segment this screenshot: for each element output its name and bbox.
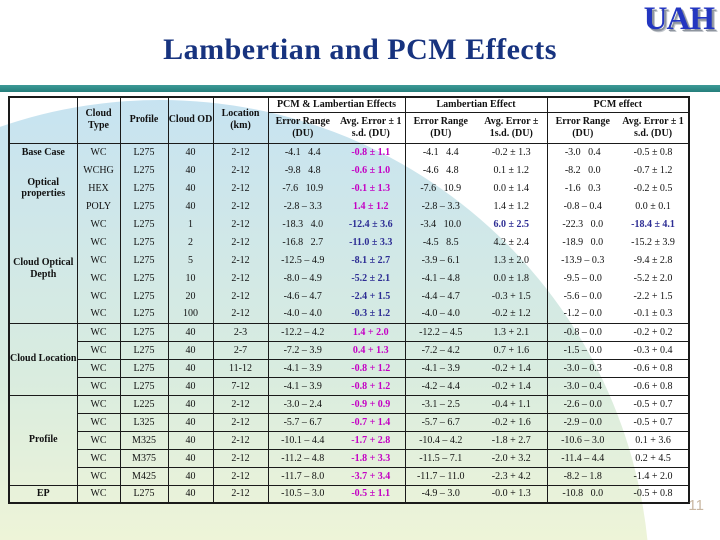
col-header-profile: Profile xyxy=(120,97,168,143)
cell-od: 40 xyxy=(168,467,213,485)
cell-error-range: -8.2 0.0 xyxy=(564,164,601,176)
col-header-location: Location (km) xyxy=(213,97,268,143)
cell-od: 40 xyxy=(168,485,213,503)
cell-avg-error: -0.6 ± 1.0 xyxy=(337,161,405,179)
sub-header-avg-error-1: Avg. Error ± 1 s.d. (DU) xyxy=(337,112,405,143)
cell-error-range: -4.2 – 4.4 xyxy=(405,377,476,395)
cell-avg-error: -0.5 + 0.8 xyxy=(618,485,689,503)
page-number: 11 xyxy=(688,497,704,514)
cell-avg-error: -0.9 + 0.9 xyxy=(337,395,405,413)
cell-profile: L275 xyxy=(120,287,168,305)
cell-profile: L275 xyxy=(120,197,168,215)
cell-avg-error: -0.2 + 0.2 xyxy=(618,323,689,341)
cell-avg-error: -0.2 + 1.6 xyxy=(476,413,547,431)
cell-profile: L275 xyxy=(120,251,168,269)
cell-od: 40 xyxy=(168,449,213,467)
cell-loc: 2-12 xyxy=(213,485,268,503)
cell-error-range: -10.6 – 3.0 xyxy=(547,431,618,449)
uah-logo: UAH xyxy=(643,1,714,37)
cell-avg-error: -0.3 + 0.4 xyxy=(618,341,689,359)
cell-loc: 7-12 xyxy=(213,377,268,395)
cell-avg-error: -0.3 + 1.5 xyxy=(476,287,547,305)
cell-error-range: -4.1 – 3.9 xyxy=(268,377,337,395)
cell-od: 10 xyxy=(168,269,213,287)
cell-type: WC xyxy=(77,359,120,377)
cell-error-range: -11.4 – 4.4 xyxy=(547,449,618,467)
cell-loc: 2-12 xyxy=(213,305,268,323)
cell-error-range: -3.0 0.4 xyxy=(564,146,601,158)
cell-loc: 2-12 xyxy=(213,179,268,197)
table-row xyxy=(9,413,689,431)
table-row xyxy=(9,161,689,179)
cell-type: WCHG xyxy=(77,161,120,179)
cell-error-range: -12.2 – 4.5 xyxy=(405,323,476,341)
cell-error-range: -13.9 – 0.3 xyxy=(561,254,605,266)
col-header-cloud-type: Cloud Type xyxy=(77,97,120,143)
cell-avg-error: -0.7 + 1.4 xyxy=(337,413,405,431)
cell-avg-error: -0.7 ± 1.2 xyxy=(618,161,689,179)
table-row xyxy=(9,269,689,287)
sub-header-error-range-3: Error Range (DU) xyxy=(547,112,618,143)
row-group-label: Base Case xyxy=(9,143,77,161)
cell-avg-error: -0.2 + 1.4 xyxy=(476,377,547,395)
cell-avg-error: -1.8 + 3.3 xyxy=(337,449,405,467)
cell-avg-error: -12.4 ± 3.6 xyxy=(337,215,405,233)
cell-avg-error: -0.8 + 1.2 xyxy=(337,359,405,377)
cell-loc: 2-3 xyxy=(213,323,268,341)
cell-avg-error: 0.0 ± 0.1 xyxy=(618,197,689,215)
cell-profile: L275 xyxy=(120,215,168,233)
cell-type: WC xyxy=(77,467,120,485)
cell-error-range: -8.2 – 1.8 xyxy=(547,467,618,485)
cell-error-range: -4.1 – 4.8 xyxy=(421,272,460,284)
cell-profile: L275 xyxy=(120,233,168,251)
cell-avg-error: -18.4 ± 4.1 xyxy=(618,215,689,233)
cell-loc: 2-12 xyxy=(213,197,268,215)
cell-type: WC xyxy=(77,395,120,413)
cell-error-range: -7.6 10.9 xyxy=(420,182,462,194)
cell-error-range: -7.2 – 4.2 xyxy=(405,341,476,359)
cell-od: 1 xyxy=(168,215,213,233)
cell-loc: 2-12 xyxy=(213,449,268,467)
table-row xyxy=(9,305,689,323)
cell-error-range: -2.6 – 0.0 xyxy=(547,395,618,413)
cell-type: WC xyxy=(77,215,120,233)
cell-avg-error: -8.1 ± 2.7 xyxy=(337,251,405,269)
group-header-pcm-lambertian: PCM & Lambertian Effects xyxy=(268,97,405,112)
cell-error-range: -4.0 – 4.0 xyxy=(405,305,476,323)
sub-header-avg-error-2: Avg. Error ± 1s.d. (DU) xyxy=(476,112,547,143)
cell-error-range: -4.0 – 4.0 xyxy=(268,305,337,323)
cell-type: HEX xyxy=(77,179,120,197)
cell-avg-error: -2.0 + 3.2 xyxy=(476,449,547,467)
group-header-lambertian: Lambertian Effect xyxy=(405,97,547,112)
cell-error-range: -16.8 2.7 xyxy=(282,236,324,248)
cell-error-range: -11.7 – 11.0 xyxy=(405,467,476,485)
cell-type: WC xyxy=(77,431,120,449)
cell-profile: M425 xyxy=(120,467,168,485)
table-row xyxy=(9,251,689,269)
cell-type: WC xyxy=(77,251,120,269)
cell-type: WC xyxy=(77,305,120,323)
cell-avg-error: 1.4 + 2.0 xyxy=(337,323,405,341)
table-row xyxy=(9,485,689,503)
cell-type: WC xyxy=(77,323,120,341)
cell-error-range: -3.4 10.0 xyxy=(420,218,462,230)
cell-avg-error: -1.4 + 2.0 xyxy=(618,467,689,485)
table-row xyxy=(9,197,689,215)
cell-profile: L275 xyxy=(120,323,168,341)
cell-profile: M325 xyxy=(120,431,168,449)
cell-avg-error: -0.2 + 1.4 xyxy=(476,359,547,377)
cell-avg-error: -3.7 + 3.4 xyxy=(337,467,405,485)
cell-avg-error: -1.8 + 2.7 xyxy=(476,431,547,449)
cell-profile: L275 xyxy=(120,359,168,377)
cell-type: WC xyxy=(77,377,120,395)
cell-avg-error: 0.1 ± 1.2 xyxy=(476,161,547,179)
cell-avg-error: -2.2 + 1.5 xyxy=(618,287,689,305)
cell-error-range: -1.6 0.3 xyxy=(564,182,601,194)
cell-avg-error: -0.6 + 0.8 xyxy=(618,359,689,377)
table-row xyxy=(9,467,689,485)
cell-avg-error: -0.2 ± 1.3 xyxy=(476,143,547,161)
cell-error-range: -4.9 – 3.0 xyxy=(421,488,460,500)
cell-avg-error: -0.5 ± 0.8 xyxy=(618,143,689,161)
cell-avg-error: -5.2 ± 2.0 xyxy=(618,269,689,287)
row-group-label: Cloud Location xyxy=(9,323,77,395)
cell-avg-error: 1.3 + 2.1 xyxy=(476,323,547,341)
cell-profile: L275 xyxy=(120,161,168,179)
sub-header-avg-error-3: Avg. Error ± 1 s.d. (DU) xyxy=(618,112,689,143)
col-header-cloud-od: Cloud OD xyxy=(168,97,213,143)
cell-error-range: -9.5 – 0.0 xyxy=(563,272,602,284)
cell-avg-error: -0.3 ± 1.2 xyxy=(337,305,405,323)
cell-error-range: -7.2 – 3.9 xyxy=(268,341,337,359)
effects-table xyxy=(8,96,690,504)
cell-profile: L225 xyxy=(120,395,168,413)
cell-avg-error: -0.4 + 1.1 xyxy=(476,395,547,413)
cell-avg-error: -1.7 + 2.8 xyxy=(337,431,405,449)
cell-od: 40 xyxy=(168,395,213,413)
cell-od: 40 xyxy=(168,179,213,197)
cell-type: WC xyxy=(77,143,120,161)
cell-error-range: -4.4 – 4.7 xyxy=(421,290,460,302)
cell-error-range: -9.8 4.8 xyxy=(284,164,321,176)
cell-type: WC xyxy=(77,341,120,359)
cell-od: 40 xyxy=(168,161,213,179)
cell-error-range: -1.5 – 0.0 xyxy=(547,341,618,359)
cell-error-range: -1.2 – 0.0 xyxy=(547,305,618,323)
cell-avg-error: -15.2 ± 3.9 xyxy=(618,233,689,251)
cell-error-range: -4.1 4.4 xyxy=(422,146,459,158)
cell-avg-error: -5.2 ± 2.1 xyxy=(337,269,405,287)
cell-avg-error: -0.0 + 1.3 xyxy=(476,485,547,503)
cell-avg-error: -0.1 ± 0.3 xyxy=(618,305,689,323)
cell-error-range: -12.2 – 4.2 xyxy=(268,323,337,341)
cell-error-range: -2.9 – 0.0 xyxy=(547,413,618,431)
cell-avg-error: -2.4 + 1.5 xyxy=(337,287,405,305)
row-group-label: Profile xyxy=(9,395,77,485)
cell-avg-error: 1.3 ± 2.0 xyxy=(476,251,547,269)
table-row xyxy=(9,341,689,359)
cell-error-range: -4.1 – 3.9 xyxy=(405,359,476,377)
cell-error-range: -18.9 0.0 xyxy=(562,236,604,248)
table-row xyxy=(9,215,689,233)
cell-od: 5 xyxy=(168,251,213,269)
cell-error-range: -5.6 – 0.0 xyxy=(563,290,602,302)
cell-error-range: -5.7 – 6.7 xyxy=(268,413,337,431)
sub-header-error-range-1: Error Range (DU) xyxy=(268,112,337,143)
cell-avg-error: -0.1 ± 1.3 xyxy=(337,179,405,197)
cell-error-range: -10.4 – 4.2 xyxy=(405,431,476,449)
cell-error-range: -4.6 – 4.7 xyxy=(283,290,322,302)
cell-od: 40 xyxy=(168,359,213,377)
cell-error-range: -4.5 8.5 xyxy=(422,236,459,248)
cell-loc: 2-12 xyxy=(213,431,268,449)
cell-error-range: -2.8 – 3.3 xyxy=(421,200,460,212)
cell-od: 40 xyxy=(168,413,213,431)
cell-loc: 2-12 xyxy=(213,287,268,305)
group-header-row xyxy=(9,97,689,112)
cell-type: WC xyxy=(77,449,120,467)
cell-avg-error: 0.4 + 1.3 xyxy=(337,341,405,359)
cell-profile: M375 xyxy=(120,449,168,467)
cell-avg-error: 1.4 ± 1.2 xyxy=(476,197,547,215)
table-row xyxy=(9,395,689,413)
cell-avg-error: 0.2 + 4.5 xyxy=(618,449,689,467)
cell-error-range: -18.3 4.0 xyxy=(282,218,324,230)
cell-error-range: -11.5 – 7.1 xyxy=(405,449,476,467)
cell-type: WC xyxy=(77,287,120,305)
cell-type: WC xyxy=(77,233,120,251)
cell-od: 40 xyxy=(168,323,213,341)
row-group-label: Cloud Optical Depth xyxy=(9,215,77,323)
cell-loc: 2-12 xyxy=(213,413,268,431)
cell-profile: L275 xyxy=(120,377,168,395)
cell-error-range: -4.1 – 3.9 xyxy=(268,359,337,377)
cell-od: 40 xyxy=(168,341,213,359)
cell-error-range: -8.0 – 4.9 xyxy=(283,272,322,284)
cell-od: 2 xyxy=(168,233,213,251)
row-group-label: Optical properties xyxy=(9,161,77,215)
corner-cell xyxy=(9,97,77,143)
table-row xyxy=(9,377,689,395)
cell-profile: L275 xyxy=(120,485,168,503)
cell-error-range: -7.6 10.9 xyxy=(282,182,324,194)
cell-profile: L275 xyxy=(120,179,168,197)
page-title: Lambertian and PCM Effects xyxy=(163,33,557,66)
cell-error-range: -22.3 0.0 xyxy=(562,218,604,230)
cell-loc: 11-12 xyxy=(213,359,268,377)
cell-profile: L325 xyxy=(120,413,168,431)
cell-loc: 2-12 xyxy=(213,233,268,251)
cell-error-range: -3.0 – 0.3 xyxy=(547,359,618,377)
table-row xyxy=(9,143,689,161)
cell-loc: 2-12 xyxy=(213,269,268,287)
cell-profile: L275 xyxy=(120,341,168,359)
table-row xyxy=(9,179,689,197)
cell-profile: L275 xyxy=(120,269,168,287)
cell-error-range: -0.8 – 0.0 xyxy=(547,323,618,341)
cell-avg-error: -0.8 ± 1.1 xyxy=(337,143,405,161)
cell-error-range: -11.2 – 4.8 xyxy=(268,449,337,467)
cell-avg-error: -0.5 + 0.7 xyxy=(618,395,689,413)
cell-error-range: -4.6 4.8 xyxy=(422,164,459,176)
cell-type: WC xyxy=(77,413,120,431)
row-group-label: EP xyxy=(9,485,77,503)
cell-error-range: -3.0 – 0.4 xyxy=(547,377,618,395)
cell-error-range: -5.7 – 6.7 xyxy=(405,413,476,431)
cell-avg-error: -0.5 ± 1.1 xyxy=(337,485,405,503)
cell-error-range: -11.7 – 8.0 xyxy=(268,467,337,485)
cell-profile: L275 xyxy=(120,143,168,161)
table-row xyxy=(9,359,689,377)
cell-od: 20 xyxy=(168,287,213,305)
cell-avg-error: 0.0 ± 1.4 xyxy=(476,179,547,197)
cell-error-range: -10.1 – 4.4 xyxy=(268,431,337,449)
cell-loc: 2-12 xyxy=(213,251,268,269)
cell-type: POLY xyxy=(77,197,120,215)
sub-header-error-range-2: Error Range (DU) xyxy=(405,112,476,143)
table-body xyxy=(9,143,689,503)
cell-error-range: -3.0 – 2.4 xyxy=(268,395,337,413)
cell-loc: 2-12 xyxy=(213,215,268,233)
cell-avg-error: -0.8 + 1.2 xyxy=(337,377,405,395)
cell-avg-error: 0.7 + 1.6 xyxy=(476,341,547,359)
table-row xyxy=(9,287,689,305)
cell-avg-error: -9.4 ± 2.8 xyxy=(618,251,689,269)
cell-error-range: -10.8 0.0 xyxy=(562,488,604,500)
cell-error-range: -3.9 – 6.1 xyxy=(421,254,460,266)
table-row xyxy=(9,431,689,449)
cell-error-range: -4.1 4.4 xyxy=(284,146,321,158)
cell-avg-error: 0.1 + 3.6 xyxy=(618,431,689,449)
cell-avg-error: -0.2 ± 0.5 xyxy=(618,179,689,197)
cell-loc: 2-12 xyxy=(213,395,268,413)
cell-loc: 2-7 xyxy=(213,341,268,359)
cell-od: 100 xyxy=(168,305,213,323)
title-divider-bar xyxy=(0,85,720,92)
cell-loc: 2-12 xyxy=(213,143,268,161)
cell-loc: 2-12 xyxy=(213,467,268,485)
cell-avg-error: -11.0 ± 3.3 xyxy=(337,233,405,251)
cell-error-range: -10.5 – 3.0 xyxy=(281,488,325,500)
cell-avg-error: 1.4 ± 1.2 xyxy=(337,197,405,215)
group-header-pcm: PCM effect xyxy=(547,97,689,112)
cell-od: 40 xyxy=(168,143,213,161)
cell-avg-error: 0.0 ± 1.8 xyxy=(476,269,547,287)
cell-avg-error: -2.3 + 4.2 xyxy=(476,467,547,485)
cell-type: WC xyxy=(77,485,120,503)
cell-avg-error: 6.0 ± 2.5 xyxy=(476,215,547,233)
cell-error-range: -0.8 – 0.4 xyxy=(563,200,602,212)
cell-profile: L275 xyxy=(120,305,168,323)
cell-error-range: -3.1 – 2.5 xyxy=(405,395,476,413)
cell-od: 40 xyxy=(168,197,213,215)
cell-avg-error: 4.2 ± 2.4 xyxy=(476,233,547,251)
table-row xyxy=(9,233,689,251)
table-row xyxy=(9,323,689,341)
table-header xyxy=(9,97,689,143)
cell-loc: 2-12 xyxy=(213,161,268,179)
table-row xyxy=(9,449,689,467)
cell-od: 40 xyxy=(168,431,213,449)
cell-error-range: -12.5 – 4.9 xyxy=(281,254,325,266)
cell-error-range: -2.8 – 3.3 xyxy=(283,200,322,212)
cell-od: 40 xyxy=(168,377,213,395)
cell-avg-error: -0.6 + 0.8 xyxy=(618,377,689,395)
cell-type: WC xyxy=(77,269,120,287)
cell-avg-error: -0.2 ± 1.2 xyxy=(476,305,547,323)
cell-avg-error: -0.5 + 0.7 xyxy=(618,413,689,431)
